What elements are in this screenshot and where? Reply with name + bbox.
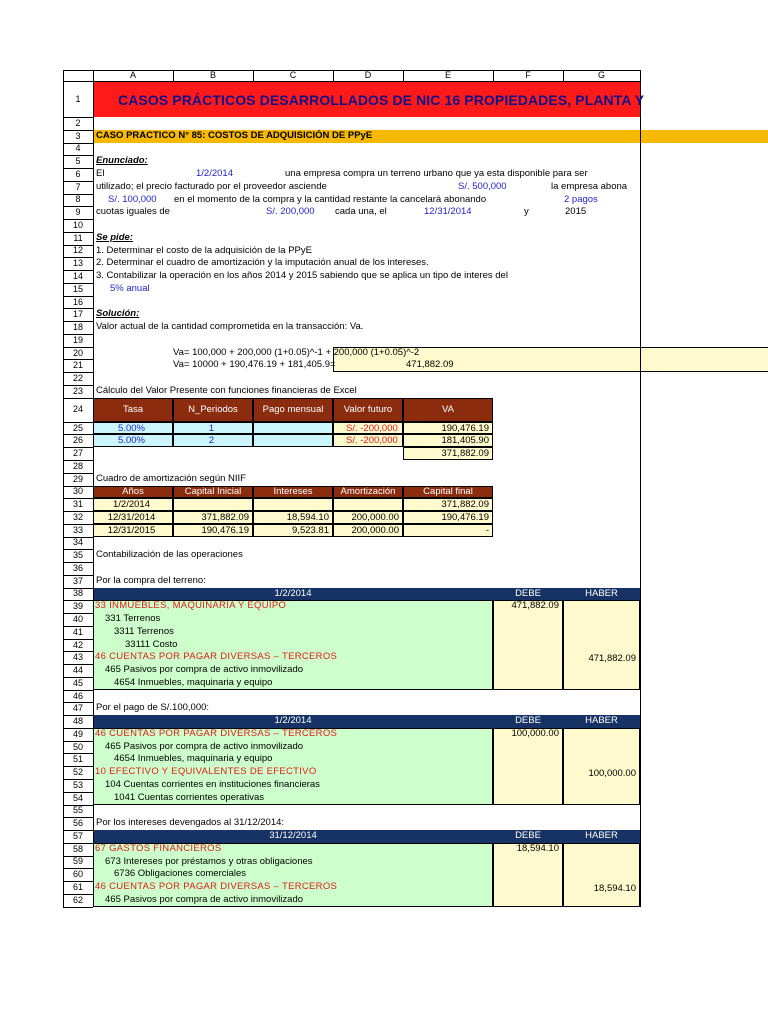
pv-cell: 2	[173, 434, 253, 447]
pv-header-cell: Tasa	[93, 398, 173, 422]
pv-header-cell: VA	[403, 398, 493, 422]
header-bottom-line	[63, 81, 640, 82]
row-number: 22	[72, 373, 83, 384]
row-number: 37	[72, 575, 83, 586]
contab-title: Contabilización de las operaciones	[96, 549, 243, 561]
row-number: 34	[72, 537, 83, 548]
pv-cell	[253, 434, 333, 447]
entry-debe-amount: 471,882.09	[511, 600, 559, 612]
row-number: 40	[72, 614, 83, 624]
column-header-divider	[640, 70, 641, 81]
spreadsheet	[63, 70, 645, 940]
row-number: 3	[75, 130, 81, 141]
entry-account-line: 33111 Costo	[125, 638, 178, 650]
row-number: 27	[72, 448, 83, 459]
row-number: 33	[72, 524, 83, 535]
row-number: 21	[72, 360, 83, 371]
row-number: 59	[72, 856, 83, 867]
row-number: 45	[72, 677, 83, 688]
row-line	[63, 398, 93, 399]
enunciado-r8-amount: S/. 100,000	[108, 193, 157, 205]
row-number: 25	[72, 422, 83, 433]
amort-header-cell: Años	[93, 486, 173, 499]
entry-debe-label: DEBE	[493, 715, 563, 728]
pv-cell	[253, 422, 333, 435]
enunciado-r6-a: El	[96, 168, 105, 180]
amort-cell	[333, 498, 403, 511]
row-number: 52	[72, 767, 83, 778]
row-number: 35	[72, 550, 83, 561]
se-pide-item: 3. Contabilizar la operación en los años 2014 y 2015 sabiendo que se aplica un tipo de interes del	[96, 270, 508, 282]
row-number: 43	[72, 652, 83, 663]
row-number: 51	[72, 754, 83, 765]
row-number: 16	[72, 296, 83, 307]
sheet-right-edge	[640, 70, 641, 907]
entry-debe-label: DEBE	[493, 830, 563, 843]
amort-header-cell: Capital Inicial	[173, 486, 253, 499]
entry-account-line: 46 CUENTAS POR PAGAR DIVERSAS – TERCEROS	[95, 727, 338, 739]
amort-cell: 1/2/2014	[93, 498, 173, 511]
row-number: 46	[72, 690, 83, 701]
column-header: B	[209, 70, 216, 80]
amort-header-cell: Intereses	[253, 486, 333, 499]
entry-account-line: 465 Pasivos por compra de activo inmovilizado	[105, 740, 304, 752]
row-number: 42	[72, 639, 83, 650]
row-number: 6	[75, 168, 81, 179]
row-number: 60	[72, 869, 83, 880]
row-number: 23	[72, 385, 83, 396]
solucion-r18: Valor actual de la cantidad comprometida en la transacción: Va.	[96, 321, 364, 333]
row-number: 56	[72, 818, 83, 829]
entry-account-line: 673 Intereses por préstamos y otras obligaciones	[105, 855, 313, 867]
row-number: 2	[75, 117, 81, 128]
row-number: 47	[72, 703, 83, 714]
pv-cell: 190,476.19	[403, 422, 493, 435]
se-pide-heading: Se pide:	[96, 231, 133, 243]
entry-account-line: 465 Pasivos por compra de activo inmovilizado	[105, 664, 304, 676]
row-number: 30	[72, 486, 83, 497]
entry-label: Por los intereses devengados al 31/12/2014:	[96, 817, 285, 829]
row-number: 29	[72, 473, 83, 484]
entry-debe-label: DEBE	[493, 588, 563, 601]
row-number: 9	[75, 207, 81, 218]
enunciado-r7-amount: S/. 500,000	[458, 180, 507, 192]
pv-cell: S/. -200,000	[333, 434, 403, 447]
amort-cell: -	[403, 524, 493, 537]
entry-account-line: 10 EFECTIVO Y EQUIVALENTES DE EFECTIVO	[95, 766, 317, 778]
row-number: 11	[73, 232, 83, 243]
entry-account-line: 4654 Inmuebles, maquinaria y equipo	[114, 753, 273, 765]
row-number: 18	[72, 322, 83, 333]
amort-cell	[173, 498, 253, 511]
entry-haber-label: HABER	[563, 588, 640, 601]
amort-cell: 18,594.10	[253, 511, 333, 524]
row-number: 32	[72, 511, 83, 522]
entry-debe-box	[493, 600, 563, 689]
entry-debe-box	[493, 728, 563, 805]
enunciado-r7-text2: la empresa abona	[551, 180, 628, 192]
enunciado-heading: Enunciado:	[96, 155, 148, 167]
solucion-r23: Cálculo del Valor Presente con funciones financieras de Excel	[96, 384, 357, 396]
column-header: F	[525, 70, 531, 80]
pv-header-cell: Valor futuro	[333, 398, 403, 422]
pv-cell: 5.00%	[93, 422, 173, 435]
row-number: 26	[72, 435, 83, 446]
entry-date: 1/2/2014	[93, 715, 493, 728]
column-header: A	[129, 70, 136, 80]
row-number: 53	[72, 779, 83, 790]
entry-label: Por la compra del terreno:	[96, 574, 206, 586]
entry-debe-amount: 18,594.10	[516, 842, 559, 854]
amort-cell: 190,476.19	[403, 511, 493, 524]
amort-cell: 371,882.09	[173, 511, 253, 524]
amort-cell: 371,882.09	[403, 498, 493, 511]
pv-header-cell: Pago mensual	[253, 398, 333, 422]
row-number: 8	[75, 194, 81, 205]
row-number: 50	[72, 741, 83, 752]
row-number: 7	[75, 181, 81, 192]
row-number: 62	[72, 894, 83, 905]
row-number: 5	[75, 156, 81, 167]
entry-debe-amount: 100,000.00	[511, 727, 559, 739]
row-number: 54	[72, 792, 83, 803]
entry-haber-amount: 100,000.00	[588, 768, 636, 780]
row-number: 39	[72, 601, 83, 612]
row-number: 15	[72, 283, 83, 294]
amort-header-cell: Amortización	[333, 486, 403, 499]
row-number: 36	[72, 562, 83, 573]
column-header-divider	[563, 70, 564, 81]
column-header-divider	[493, 70, 494, 81]
entry-label: Por el pago de S/.100,000:	[96, 702, 210, 714]
entry-date: 31/12/2014	[93, 830, 493, 843]
amort-cell	[253, 498, 333, 511]
row-number: 12	[72, 245, 83, 256]
row-number: 49	[72, 728, 83, 739]
entry-account-line: 3311 Terrenos	[114, 625, 174, 637]
enunciado-r9-date: 12/31/2014	[424, 206, 472, 218]
se-pide-item: 2. Determinar el cuadro de amortización y la imputación anual de los intereses.	[96, 257, 429, 269]
row-number: 13	[72, 258, 83, 269]
column-header-divider	[333, 70, 334, 81]
pv-header-cell: N_Periodos	[173, 398, 253, 422]
formula-line-1: Va= 100,000 + 200,000 (1+0.05)^-1 + 200,000 (1+0.05)^-2	[173, 346, 420, 358]
amort-cell: 12/31/2015	[93, 524, 173, 537]
enunciado-r8-text: en el momento de la compra y la cantidad restante la cancelará abonando	[174, 193, 487, 205]
row-number: 4	[75, 143, 81, 154]
entry-haber-box	[563, 843, 640, 907]
amort-header-cell: Capital final	[403, 486, 493, 499]
row-number: 28	[72, 460, 83, 471]
enunciado-r7-text: utilizado; el precio facturado por el proveedor asciende	[96, 180, 327, 192]
column-header-divider	[253, 70, 254, 81]
case-title: CASO PRACTICO N° 85: COSTOS DE ADQUISICIÓN DE PPyE	[96, 129, 373, 141]
row-line	[63, 907, 93, 908]
row-number: 24	[72, 404, 83, 415]
entry-account-line: 46 CUENTAS POR PAGAR DIVERSAS – TERCEROS	[95, 881, 338, 893]
row-number: 14	[72, 271, 83, 281]
pv-cell: 181,405.90	[403, 434, 493, 447]
row-number: 55	[72, 805, 83, 816]
column-header: G	[597, 70, 605, 80]
entry-haber-label: HABER	[563, 715, 640, 728]
enunciado-r9-y: y	[524, 206, 529, 218]
row-number: 20	[72, 347, 83, 358]
amort-cell: 200,000.00	[333, 511, 403, 524]
se-pide-rate: 5% anual	[110, 282, 150, 294]
entry-account-line: 1041 Cuentas corrientes operativas	[114, 791, 264, 803]
formula-line-2: Va= 10000 + 190,476.19 + 181,405.9=	[173, 359, 336, 371]
row-number: 58	[72, 843, 83, 854]
entry-haber-amount: 471,882.09	[588, 653, 636, 665]
enunciado-r6-date: 1/2/2014	[196, 168, 233, 180]
row-number: 44	[72, 665, 83, 676]
row-number: 38	[72, 588, 83, 599]
entry-account-line: 67 GASTOS FINANCIEROS	[95, 842, 222, 854]
row-number: 10	[72, 219, 83, 230]
se-pide-item: 1. Determinar el costo de la adquisición de la PPyE	[96, 244, 312, 256]
row-number: 19	[72, 334, 83, 345]
pv-cell: 1	[173, 422, 253, 435]
entry-haber-amount: 18,594.10	[593, 883, 636, 895]
solucion-heading: Solución:	[96, 308, 140, 320]
amort-cell: 12/31/2014	[93, 511, 173, 524]
row-number: 61	[72, 881, 83, 892]
entry-haber-label: HABER	[563, 830, 640, 843]
enunciado-r9-year: 2015	[565, 206, 587, 218]
entry-haber-box	[563, 600, 640, 689]
enunciado-r9-text2: cada una, el	[335, 206, 387, 218]
pv-total: 371,882.09	[403, 447, 493, 460]
amort-cell: 200,000.00	[333, 524, 403, 537]
entry-account-line: 104 Cuentas corrientes en instituciones financieras	[105, 779, 320, 790]
entry-account-line: 46 CUENTAS POR PAGAR DIVERSAS – TERCEROS	[95, 651, 338, 663]
entry-haber-box	[563, 728, 640, 805]
entry-account-line: 331 Terrenos	[105, 613, 161, 625]
enunciado-r9-text: cuotas iguales de	[96, 206, 170, 218]
entry-account-line: 6736 Obligaciones comerciales	[114, 868, 247, 880]
enunciado-r9-amount: S/. 200,000	[266, 206, 315, 218]
entry-account-line: 33 INMUEBLES, MAQUINARIA Y EQUIPO	[95, 600, 287, 612]
formula-result: 471,882.09	[406, 359, 454, 371]
column-header-divider	[403, 70, 404, 81]
column-header: E	[444, 70, 451, 80]
row-number: 41	[72, 626, 83, 637]
page-title: CASOS PRÁCTICOS DESARROLLADOS DE NIC 16 PROPIEDADES, PLANTA Y	[118, 92, 645, 108]
amort-cell: 190,476.19	[173, 524, 253, 537]
amort-cell: 9,523.81	[253, 524, 333, 537]
row-number: 57	[72, 830, 83, 841]
row-number: 31	[72, 499, 83, 510]
row-number: 17	[72, 309, 83, 320]
enunciado-r6-text: una empresa compra un terreno urbano que ya esta disponible para ser	[285, 168, 588, 180]
pv-cell: 5.00%	[93, 434, 173, 447]
entry-date: 1/2/2014	[93, 588, 493, 601]
column-header: C	[289, 70, 297, 80]
amort-title: Cuadro de amortización según NIIF	[96, 472, 246, 484]
pv-cell: S/. -200,000	[333, 422, 403, 435]
entry-account-line: 465 Pasivos por compra de activo inmovilizado	[105, 893, 304, 905]
column-header-divider	[173, 70, 174, 81]
row-number: 48	[72, 716, 83, 727]
row-number: 1	[75, 93, 81, 104]
row-number-divider	[93, 70, 94, 907]
sheet-left-edge	[63, 70, 64, 907]
column-header: D	[364, 70, 372, 80]
entry-account-line: 4654 Inmuebles, maquinaria y equipo	[114, 676, 273, 688]
enunciado-r8-pagos: 2 pagos	[564, 193, 598, 205]
